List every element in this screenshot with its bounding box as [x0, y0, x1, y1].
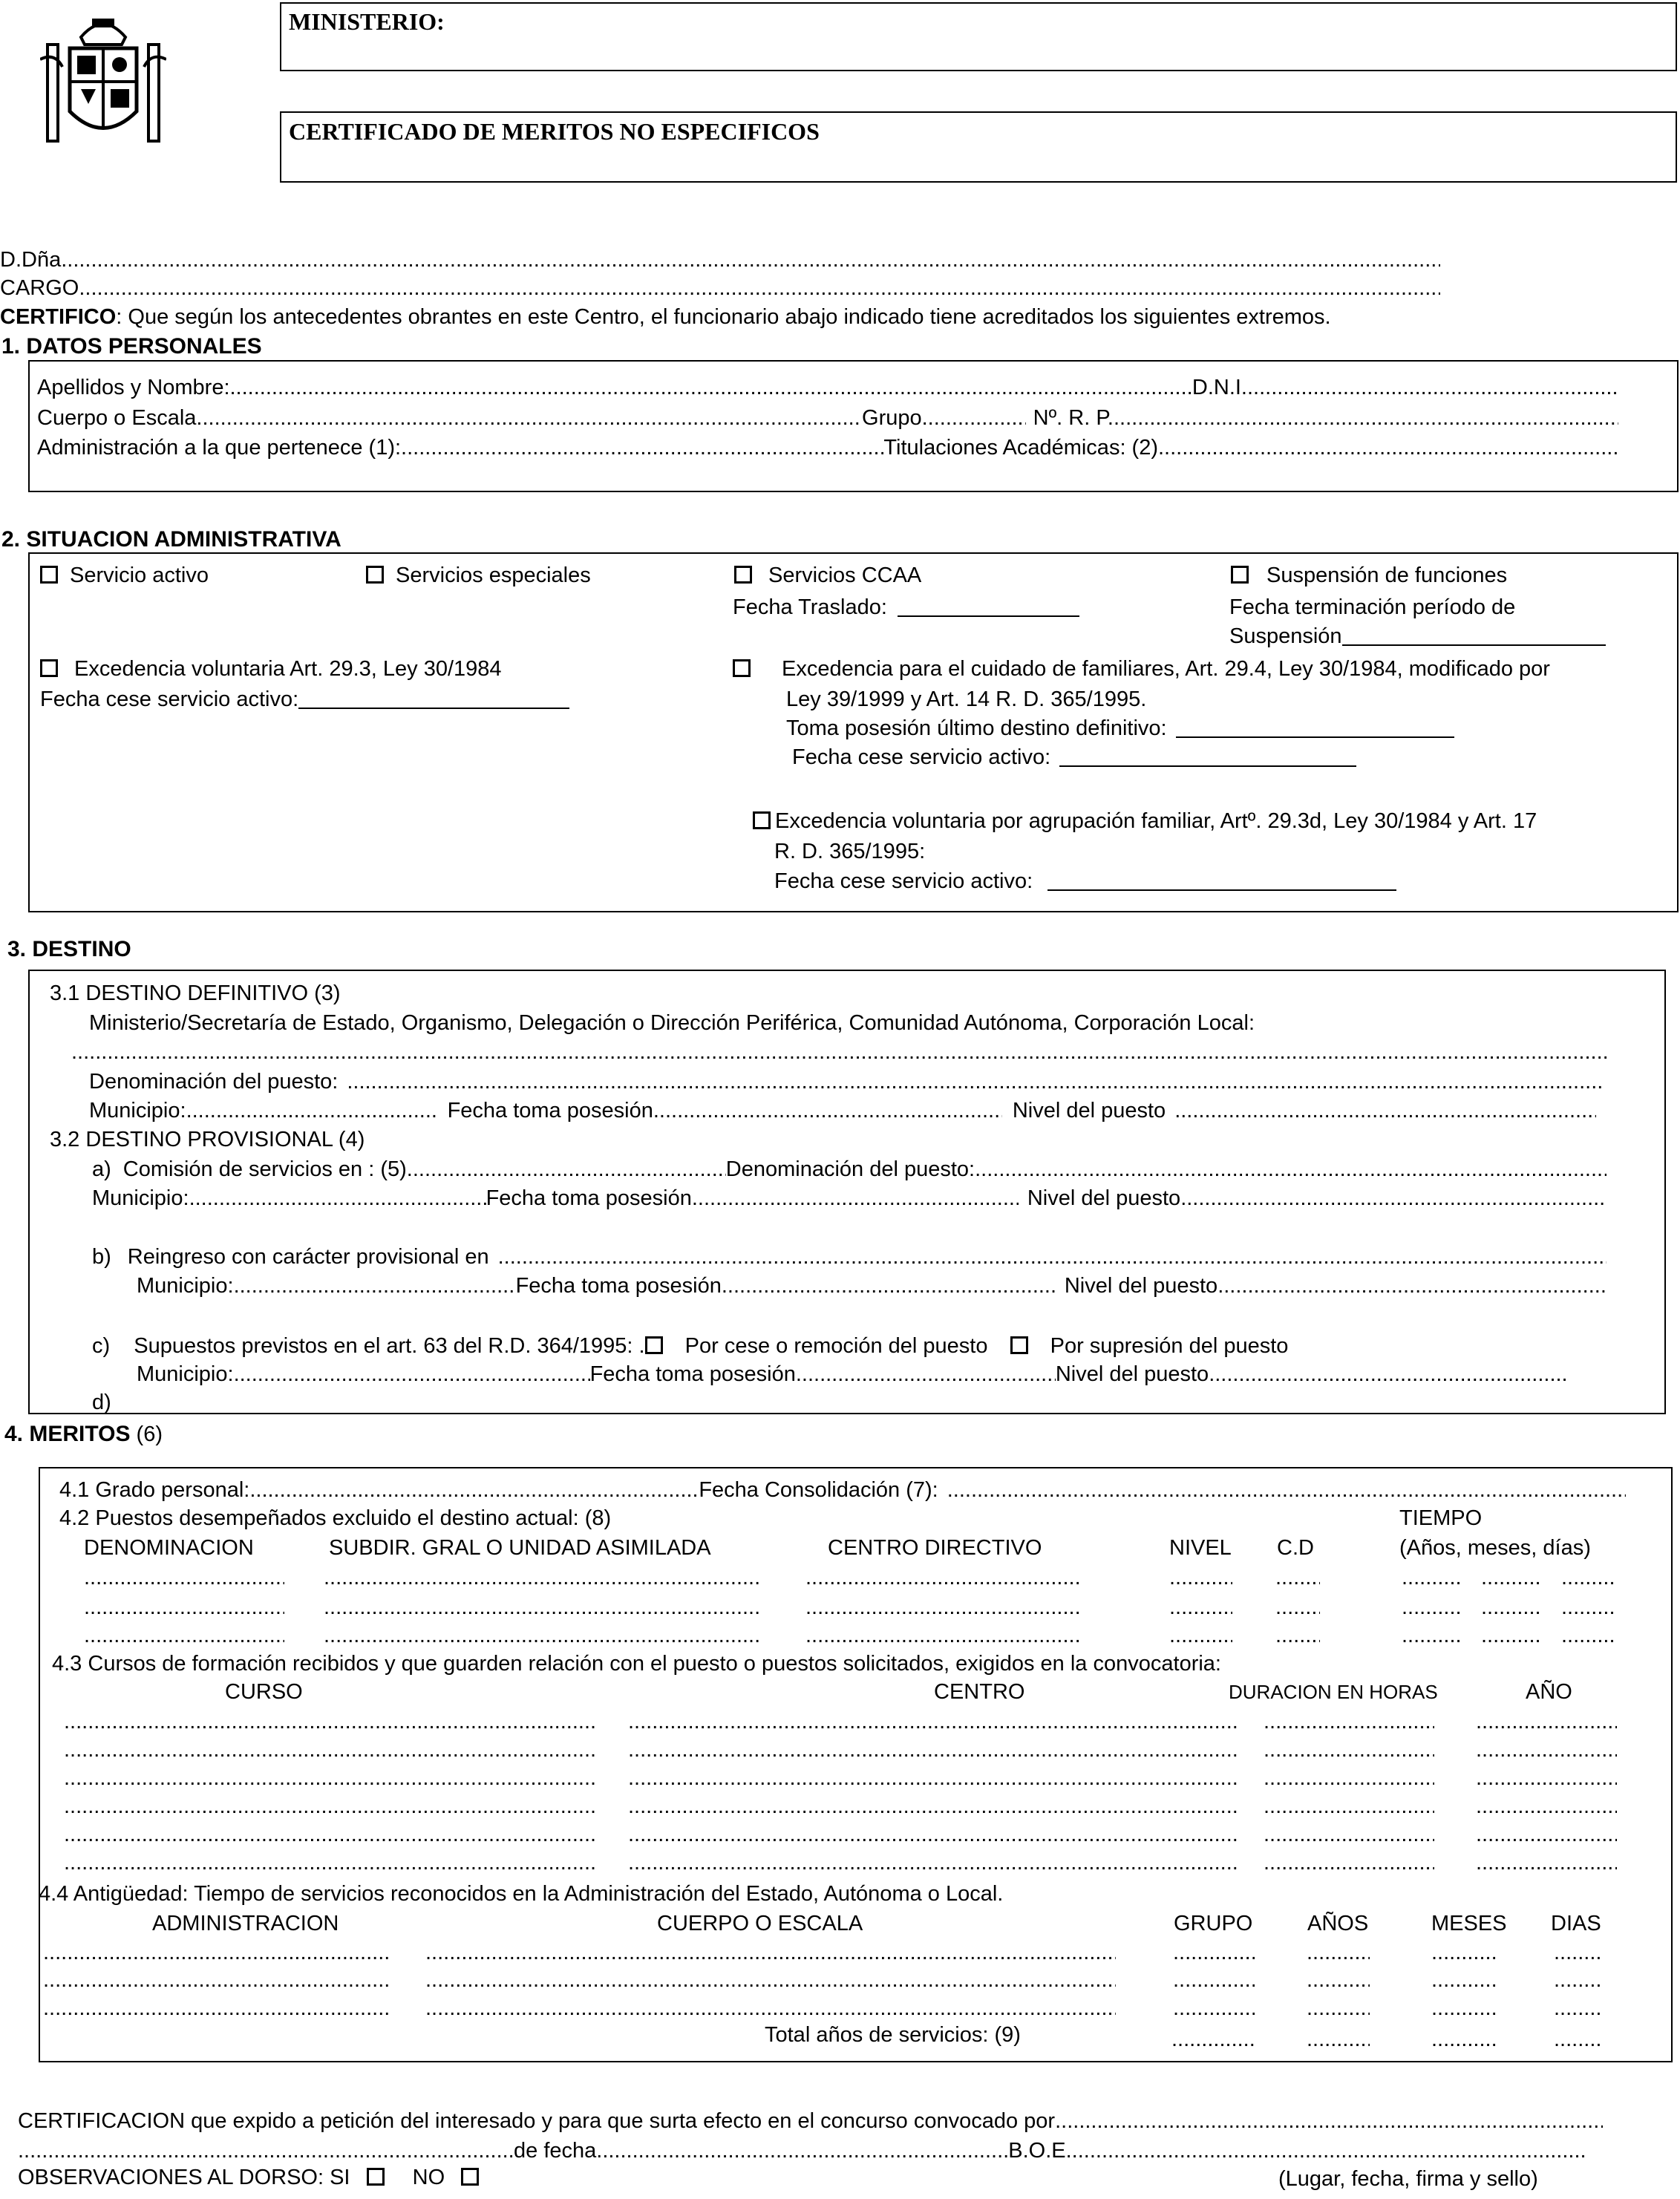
col-denominacion: DENOMINACION [84, 1536, 254, 1560]
servicios-ccaa-label: Servicios CCAA [768, 563, 922, 587]
total-label: Total años de servicios: (9) [765, 2023, 1021, 2047]
puestos-label: 4.2 Puestos desempeñados excluido el destino actual: (8) [59, 1506, 612, 1530]
dona-row[interactable] [0, 247, 1440, 273]
agrupacion-label-2: R. D. 365/1995: [774, 840, 926, 863]
reingreso-row[interactable] [92, 1244, 1607, 1270]
fecha-terminacion-label: Fecha terminación período de [1229, 595, 1516, 619]
fecha-cese3-row[interactable] [774, 869, 1396, 895]
supuestos-row [92, 1333, 1288, 1359]
municipio-label: Municipio: [92, 1186, 189, 1210]
fecha-cese2-row[interactable] [792, 745, 1356, 771]
nivel-label: Nivel del puesto [1027, 1186, 1181, 1210]
servicios-especiales-label: Servicios especiales [396, 563, 591, 587]
suspension2-label: Suspensión [1229, 624, 1342, 648]
cuerpo-row[interactable] [37, 405, 1618, 431]
b-label: b) [92, 1245, 111, 1269]
certificacion-row[interactable] [18, 2108, 1603, 2134]
ministerio-box[interactable] [280, 2, 1677, 71]
col-cuerpo: CUERPO O ESCALA [657, 1912, 863, 1935]
section-4-title-row [4, 1421, 163, 1448]
toma-posesion-row[interactable] [786, 716, 1454, 742]
a-label: a) [92, 1157, 111, 1181]
supresion-label: Por supresión del puesto [1050, 1334, 1289, 1358]
observaciones-label: OBSERVACIONES AL DORSO: SI [18, 2166, 350, 2189]
col-admin: ADMINISTRACION [152, 1912, 339, 1935]
dni-label: D.N.I. [1192, 376, 1247, 399]
nivel-label: Nivel del puesto [1064, 1274, 1218, 1298]
certifico-label: CERTIFICO [0, 305, 117, 329]
cuerpo-label: Cuerpo o Escala [37, 406, 197, 430]
observaciones-row [18, 2165, 479, 2191]
servicio-activo-option[interactable] [40, 563, 209, 589]
antiguedad-line [39, 1881, 1003, 1907]
municipio-row-b[interactable] [137, 1273, 1607, 1299]
checkbox[interactable] [753, 811, 771, 829]
antiguedad-text: : Tiempo de servicios reconocidos en la Administración del Estado, Autónoma o Local. [182, 1882, 1004, 1906]
fecha-traslado-row[interactable] [733, 595, 1079, 621]
d-label: d) [92, 1391, 111, 1414]
municipio-label: Municipio: [89, 1099, 186, 1123]
municipio-row-a[interactable] [92, 1186, 1607, 1212]
titulaciones-label: Titulaciones Académicas: (2) [883, 436, 1158, 460]
destino-provisional-heading: 3.2 DESTINO PROVISIONAL (4) [50, 1128, 365, 1151]
municipio-label: Municipio: [137, 1274, 234, 1298]
fecha-cese2-label: Fecha cese servicio activo: [792, 745, 1051, 769]
comision-denominacion-label: Denominación del puesto: [725, 1157, 975, 1181]
checkbox[interactable] [366, 566, 384, 584]
section-4-note: (6) [136, 1422, 163, 1446]
destino-definitivo-subtitle: Ministerio/Secretaría de Estado, Organismo, Delegación o Dirección Periférica, Comunidad Autónoma, Corporación Local: [89, 1011, 1255, 1035]
de-fecha-label: de fecha [514, 2139, 597, 2163]
fecha-toma-label: Fecha toma posesión [447, 1099, 653, 1123]
servicios-especiales-option[interactable] [366, 563, 591, 589]
agrupacion-option[interactable] [753, 808, 1537, 834]
nivel-label: Nivel del puesto [1012, 1099, 1166, 1123]
boe-label: B.O.E [1008, 2139, 1066, 2163]
fecha-traslado-label: Fecha Traslado: [733, 595, 887, 619]
suspension-label: Suspensión de funciones [1266, 563, 1508, 587]
nrp-label: Nº. R. P. [1033, 406, 1114, 430]
grado-label: 4.1 Grado personal: [59, 1478, 250, 1502]
excedencia-voluntaria-label: Excedencia voluntaria Art. 29.3, Ley 30/1984 [74, 657, 502, 681]
fecha-consolidacion-label: Fecha Consolidación (7): [699, 1478, 938, 1502]
section-4-title: 4. MERITOS [4, 1422, 131, 1446]
tiempo-header: TIEMPO [1399, 1506, 1483, 1530]
col-centro: CENTRO DIRECTIVO [828, 1536, 1042, 1560]
cese-label: Por cese o remoción del puesto [684, 1334, 988, 1358]
col-cd: C.D [1277, 1536, 1314, 1560]
ministerio-label: MINISTERIO: [289, 8, 445, 35]
certifico-text: : Que según los antecedentes obrantes en este Centro, el funcionario abajo indicado tiene acreditados los siguientes extremos. [116, 305, 1331, 329]
col-anios: AÑOS [1307, 1912, 1369, 1935]
toma-posesion-label: Toma posesión último destino definitivo: [786, 716, 1167, 740]
fecha-toma-label: Fecha toma posesión [589, 1362, 796, 1386]
checkbox[interactable] [1231, 566, 1249, 584]
excedencia-cuidado-label-2: Ley 39/1999 y Art. 14 R. D. 365/1995. [786, 687, 1147, 711]
fecha-boe-row[interactable] [18, 2138, 1588, 2164]
comision-label: Comisión de servicios en : (5) [122, 1157, 407, 1181]
c-label: c) [92, 1334, 111, 1358]
section-1-title: 1. DATOS PERSONALES [1, 334, 262, 359]
section-3-title: 3. DESTINO [7, 937, 131, 961]
municipio-row-c[interactable] [137, 1362, 1569, 1388]
suspension-option[interactable] [1231, 563, 1507, 589]
checkbox[interactable] [645, 1336, 663, 1354]
municipio-label: Municipio: [137, 1362, 234, 1386]
excedencia-cuidado-label-1: Excedencia para el cuidado de familiares, Art. 29.4, Ley 30/1984, modificado por [782, 657, 1550, 681]
col-meses: MESES [1431, 1912, 1507, 1935]
apellidos-label: Apellidos y Nombre: [37, 376, 230, 399]
col-anio: AÑO [1526, 1680, 1572, 1704]
col-nivel: NIVEL [1169, 1536, 1232, 1560]
servicio-activo-label: Servicio activo [70, 563, 209, 587]
section-2-title: 2. SITUACION ADMINISTRATIVA [1, 527, 341, 552]
comision-row[interactable] [92, 1157, 1607, 1183]
checkbox[interactable] [734, 566, 752, 584]
dona-label: D.Dña [0, 248, 62, 272]
municipio-row-31[interactable] [89, 1098, 1596, 1124]
col-centro2: CENTRO [934, 1680, 1025, 1704]
administracion-label: Administración a la que pertenece (1): [37, 436, 402, 460]
col-curso: CURSO [225, 1680, 303, 1704]
cargo-row[interactable] [0, 275, 1440, 301]
checkbox[interactable] [1010, 1336, 1028, 1354]
fecha-cese-label: Fecha cese servicio activo: [40, 687, 299, 711]
denominacion-label: Denominación del puesto: [89, 1070, 339, 1094]
si-checkbox[interactable] [367, 2168, 385, 2186]
destino-definitivo-heading: 3.1 DESTINO DEFINITIVO (3) [50, 981, 341, 1005]
checkbox[interactable] [733, 659, 751, 677]
checkbox[interactable] [40, 659, 58, 677]
suspension-date-row[interactable] [1229, 624, 1606, 650]
servicios-ccaa-option[interactable] [734, 563, 921, 589]
no-label: NO [412, 2166, 445, 2189]
excedencia-cuidado-option[interactable] [733, 656, 1550, 682]
agrupacion-label-1: Excedencia voluntaria por agrupación familiar, Artº. 29.3d, Ley 30/1984 y Art. 17 [775, 809, 1537, 833]
destino-definitivo-fill[interactable] [71, 1039, 1608, 1065]
fecha-toma-label: Fecha toma posesión [486, 1186, 692, 1210]
cursos-label: 4.3 Cursos de formación recibidos y que guarden relación con el puesto o puestos solicitados, exigidos en la convocatoria: [52, 1652, 1221, 1676]
fecha-cese-row[interactable] [40, 687, 569, 713]
grado-row[interactable] [59, 1477, 1626, 1503]
certifico-line [0, 304, 1331, 330]
col-duracion: DURACION EN HORAS [1229, 1681, 1438, 1703]
coat-of-arms-logo [40, 15, 166, 155]
apellidos-row[interactable] [37, 375, 1618, 401]
reingreso-label: Reingreso con carácter provisional en [127, 1245, 489, 1269]
page-title: CERTIFICADO DE MERITOS NO ESPECIFICOS [289, 118, 820, 145]
no-checkbox[interactable] [461, 2168, 479, 2186]
fecha-cese3-label: Fecha cese servicio activo: [774, 869, 1033, 893]
checkbox[interactable] [40, 566, 58, 584]
fecha-toma-label: Fecha toma posesión [515, 1274, 722, 1298]
administracion-row[interactable] [37, 435, 1618, 461]
excedencia-voluntaria-option[interactable] [40, 656, 502, 682]
col-tiempo: (Años, meses, días) [1399, 1536, 1591, 1560]
antiguedad-label: 4.4 Antigüedad [39, 1882, 183, 1906]
col-grupo: GRUPO [1174, 1912, 1253, 1935]
grupo-label: Grupo [862, 406, 922, 430]
col-dias: DIAS [1551, 1912, 1601, 1935]
title-box [280, 111, 1677, 183]
col-subdir: SUBDIR. GRAL O UNIDAD ASIMILADA [329, 1536, 711, 1560]
supuestos-label: Supuestos previstos en el art. 63 del R.D. 364/1995: . [134, 1334, 645, 1358]
denominacion-row[interactable] [89, 1069, 1604, 1095]
nivel-label: Nivel del puesto [1055, 1362, 1209, 1386]
lugar-label: (Lugar, fecha, firma y sello) [1278, 2167, 1538, 2191]
cargo-label: CARGO [0, 276, 79, 300]
certificacion-label: CERTIFICACION que expido a petición del interesado y para que surta efecto en el concurso convocado por [18, 2109, 1056, 2133]
